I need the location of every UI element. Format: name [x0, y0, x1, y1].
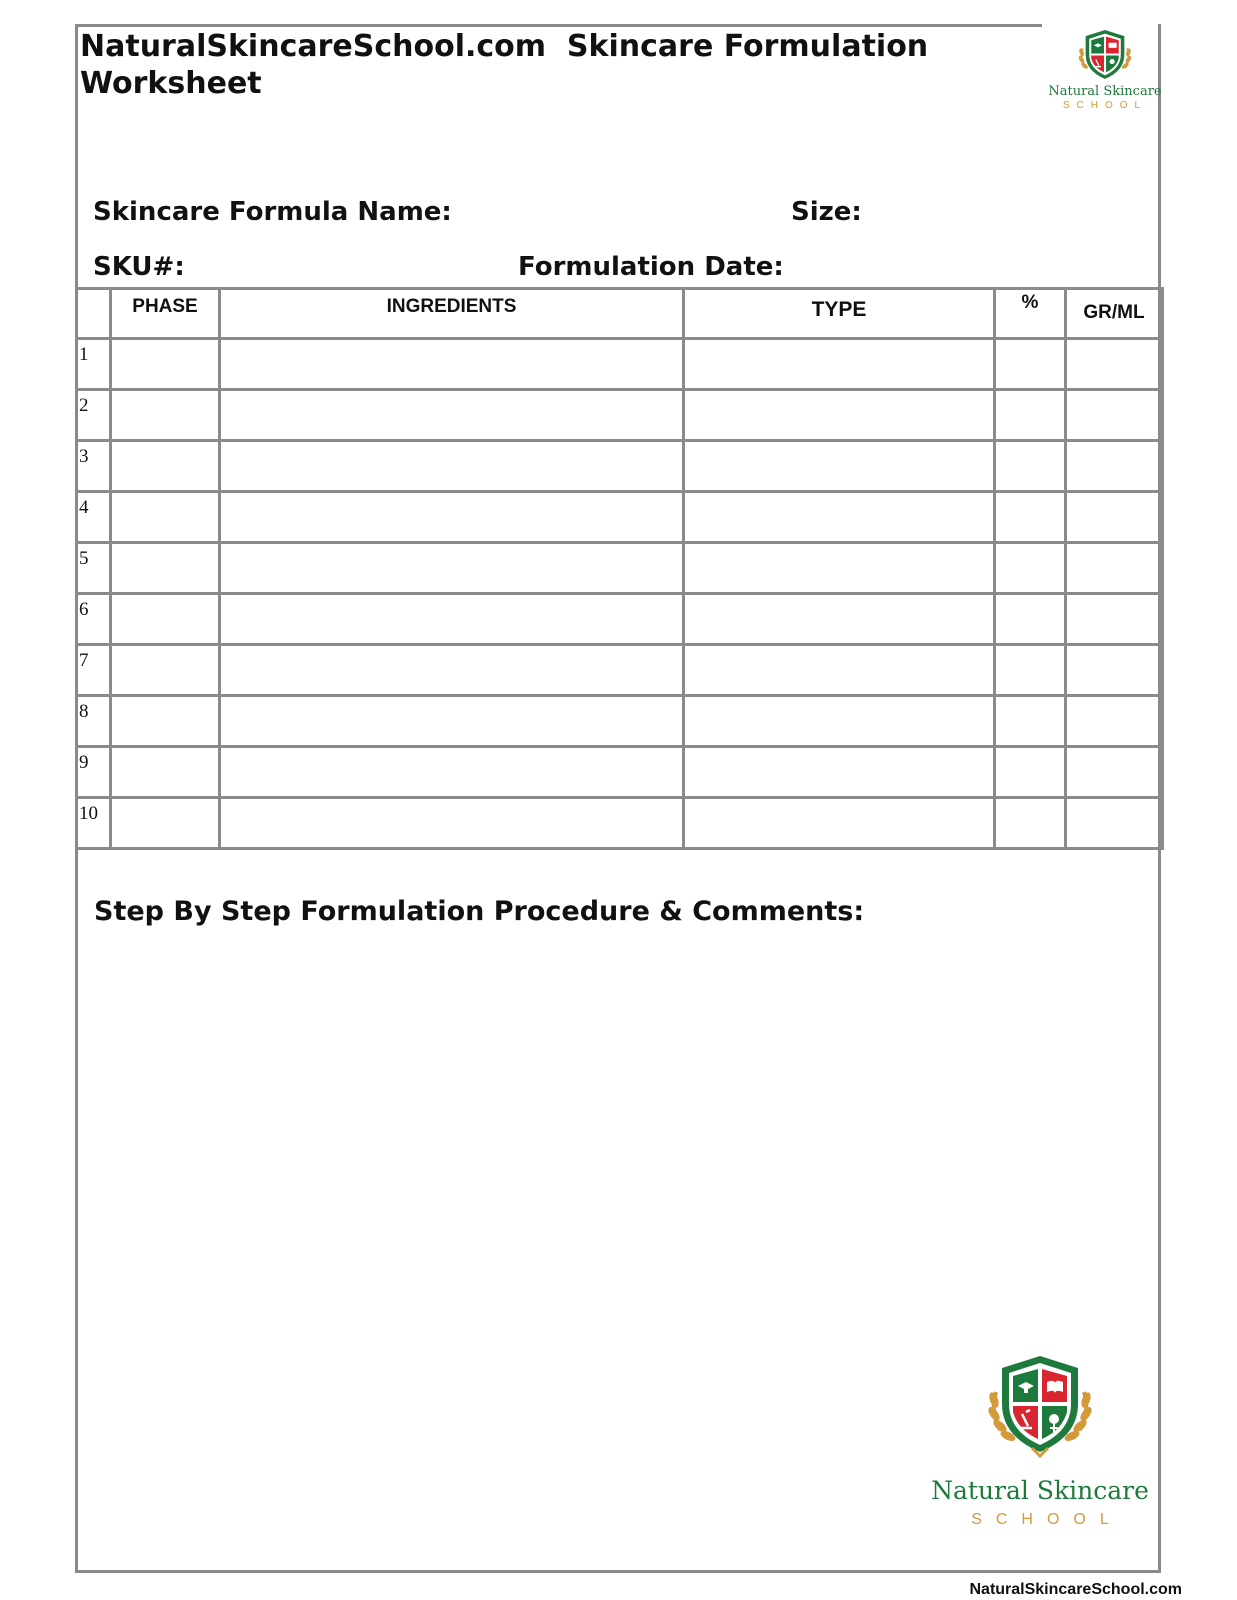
- column-header-ingredients: INGREDIENTS: [220, 289, 684, 339]
- type-cell[interactable]: [684, 594, 995, 645]
- grml-cell[interactable]: [1066, 645, 1163, 696]
- worksheet-frame-top-border: [75, 24, 1042, 27]
- table-row: [77, 696, 1163, 747]
- ingredient-cell[interactable]: [220, 543, 684, 594]
- procedure-comments-area[interactable]: [90, 945, 1140, 1335]
- grml-cell[interactable]: [1066, 492, 1163, 543]
- ingredient-cell[interactable]: [220, 798, 684, 849]
- ingredient-cell[interactable]: [220, 390, 684, 441]
- type-cell[interactable]: [684, 441, 995, 492]
- phase-cell[interactable]: [111, 441, 220, 492]
- percent-cell[interactable]: [995, 645, 1066, 696]
- phase-cell[interactable]: [111, 645, 220, 696]
- row-number: 8: [77, 696, 111, 747]
- formulation-date-label: Formulation Date:: [518, 252, 784, 282]
- ingredient-cell[interactable]: [220, 645, 684, 696]
- table-header-row: [77, 289, 1163, 339]
- ingredient-cell[interactable]: [220, 747, 684, 798]
- percent-cell[interactable]: [995, 543, 1066, 594]
- percent-cell[interactable]: [995, 492, 1066, 543]
- logo-small-name: Natural Skincare: [1048, 84, 1162, 99]
- row-number: 7: [77, 645, 111, 696]
- size-label: Size:: [791, 197, 862, 227]
- percent-cell[interactable]: [995, 747, 1066, 798]
- logo-small-school: SCHOOL: [1062, 100, 1148, 111]
- type-cell[interactable]: [684, 645, 995, 696]
- phase-cell[interactable]: [111, 543, 220, 594]
- phase-cell[interactable]: [111, 696, 220, 747]
- table-row: [77, 339, 1163, 390]
- worksheet-title: NaturalSkincareSchool.com Skincare Formulation Worksheet: [80, 29, 939, 101]
- percent-cell[interactable]: [995, 441, 1066, 492]
- percent-cell[interactable]: [995, 594, 1066, 645]
- logo-large: [920, 1352, 1160, 1529]
- row-number: 10: [77, 798, 111, 849]
- table-row: [77, 441, 1163, 492]
- row-number: 2: [77, 390, 111, 441]
- column-header-phase: PHASE: [111, 289, 220, 339]
- percent-cell[interactable]: [995, 390, 1066, 441]
- phase-cell[interactable]: [111, 492, 220, 543]
- footer-website: NaturalSkincareSchool.com: [969, 1581, 1182, 1598]
- logo-large-name: Natural Skincare: [931, 1476, 1149, 1505]
- type-cell[interactable]: [684, 747, 995, 798]
- column-header-percent: %: [995, 289, 1066, 339]
- table-row: [77, 594, 1163, 645]
- percent-cell[interactable]: [995, 798, 1066, 849]
- procedure-heading: Step By Step Formulation Procedure & Comments:: [94, 896, 865, 927]
- grml-cell[interactable]: [1066, 798, 1163, 849]
- table-row: [77, 390, 1163, 441]
- ingredient-cell[interactable]: [220, 594, 684, 645]
- row-number: 3: [77, 441, 111, 492]
- grml-cell[interactable]: [1066, 696, 1163, 747]
- column-header-number: [77, 289, 111, 339]
- ingredient-cell[interactable]: [220, 696, 684, 747]
- table-row: [77, 543, 1163, 594]
- logo-large-school: SCHOOL: [971, 1511, 1123, 1528]
- type-cell[interactable]: [684, 339, 995, 390]
- phase-cell[interactable]: [111, 339, 220, 390]
- school-crest-icon: [1073, 28, 1137, 84]
- phase-cell[interactable]: [111, 747, 220, 798]
- column-header-type: TYPE: [684, 289, 995, 339]
- table-row: [77, 492, 1163, 543]
- row-number: 6: [77, 594, 111, 645]
- formula-name-label: Skincare Formula Name:: [93, 197, 452, 227]
- grml-cell[interactable]: [1066, 594, 1163, 645]
- phase-cell[interactable]: [111, 390, 220, 441]
- ingredient-cell[interactable]: [220, 339, 684, 390]
- row-number: 5: [77, 543, 111, 594]
- school-crest-icon: [980, 1352, 1100, 1462]
- ingredient-cell[interactable]: [220, 441, 684, 492]
- grml-cell[interactable]: [1066, 390, 1163, 441]
- type-cell[interactable]: [684, 543, 995, 594]
- ingredients-table: [75, 287, 1164, 850]
- row-number: 1: [77, 339, 111, 390]
- grml-cell[interactable]: [1066, 339, 1163, 390]
- logo-small: [1030, 28, 1180, 111]
- phase-cell[interactable]: [111, 594, 220, 645]
- type-cell[interactable]: [684, 798, 995, 849]
- table-row: [77, 645, 1163, 696]
- grml-cell[interactable]: [1066, 543, 1163, 594]
- ingredient-cell[interactable]: [220, 492, 684, 543]
- column-header-grml: GR/ML: [1066, 289, 1163, 339]
- percent-cell[interactable]: [995, 339, 1066, 390]
- table-row: [77, 798, 1163, 849]
- grml-cell[interactable]: [1066, 441, 1163, 492]
- type-cell[interactable]: [684, 390, 995, 441]
- percent-cell[interactable]: [995, 696, 1066, 747]
- grml-cell[interactable]: [1066, 747, 1163, 798]
- table-row: [77, 747, 1163, 798]
- sku-label: SKU#:: [93, 252, 185, 282]
- type-cell[interactable]: [684, 696, 995, 747]
- type-cell[interactable]: [684, 492, 995, 543]
- phase-cell[interactable]: [111, 798, 220, 849]
- row-number: 4: [77, 492, 111, 543]
- row-number: 9: [77, 747, 111, 798]
